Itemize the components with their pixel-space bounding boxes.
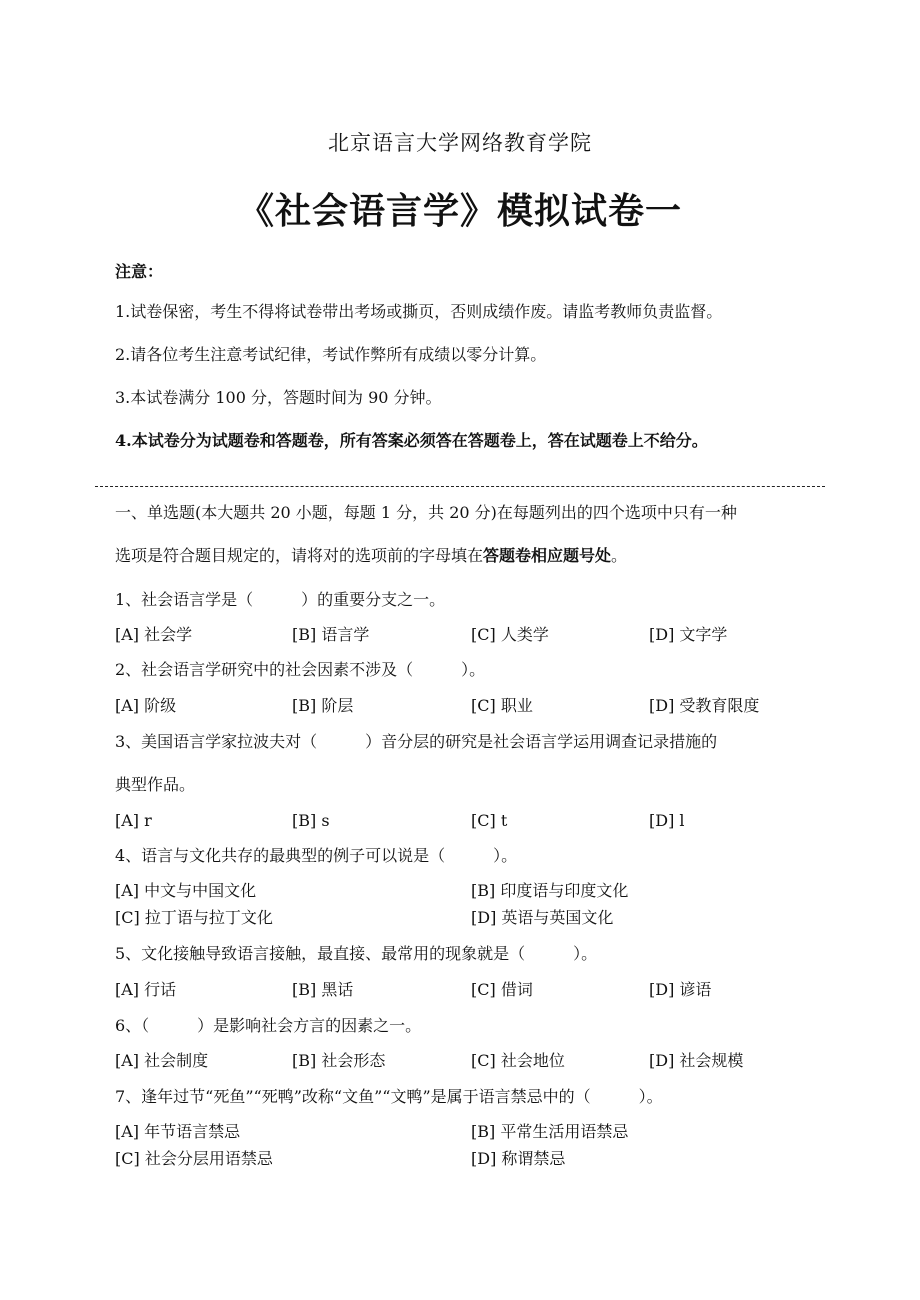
exam-title: 《社会语言学》模拟试卷一 xyxy=(237,191,682,232)
question-3-stem-cont: 典型作品。 xyxy=(115,775,196,794)
q4-option-d: [D] 英语与英国文化 xyxy=(471,908,614,927)
question-5-stem: 5、文化接触导致语言接触，最直接、最常用的现象就是（ ）。 xyxy=(115,944,598,963)
section-intro-line1: 一、单选题(本大题共 20 小题，每题 1 分，共 20 分)在每题列出的四个选项中只有一种 xyxy=(115,503,737,522)
q6-option-a: [A] 社会制度 xyxy=(115,1051,209,1070)
institution-name: 北京语言大学网络教育学院 xyxy=(328,131,592,155)
q5-option-c: [C] 借词 xyxy=(471,980,533,999)
notice-item-2: 2.请各位考生注意考试纪律，考试作弊所有成绩以零分计算。 xyxy=(115,345,547,364)
q5-option-d: [D] 谚语 xyxy=(649,980,712,999)
q5-option-b: [B] 黑话 xyxy=(292,980,354,999)
q4-option-c: [C] 拉丁语与拉丁文化 xyxy=(115,908,273,927)
question-2-stem: 2、社会语言学研究中的社会因素不涉及（ ）。 xyxy=(115,660,486,679)
q2-option-b: [B] 阶层 xyxy=(292,696,354,715)
intro-prefix: 选项是符合题目规定的，请将对的选项前的字母填在 xyxy=(115,546,484,565)
q2-option-a: [A] 阶级 xyxy=(115,696,177,715)
section-intro-line2 xyxy=(115,546,627,566)
q4-option-b: [B] 印度语与印度文化 xyxy=(471,881,629,900)
dashed-divider xyxy=(95,486,825,487)
q4-option-a: [A] 中文与中国文化 xyxy=(115,881,257,900)
q3-option-c: [C] t xyxy=(471,811,508,830)
question-1-stem: 1、社会语言学是（ ）的重要分支之一。 xyxy=(115,590,446,609)
question-3-stem: 3、美国语言学家拉波夫对（ ）音分层的研究是社会语言学运用调查记录措施的 xyxy=(115,732,718,751)
q2-option-c: [C] 职业 xyxy=(471,696,533,715)
intro-bold: 答题卷相应题号处 xyxy=(483,546,612,565)
notice-item-4: 4.本试卷分为试题卷和答题卷，所有答案必须答在答题卷上，答在试题卷上不给分。 xyxy=(115,431,708,450)
question-7-stem: 7、逢年过节“死鱼”“死鸭”改称“文鱼”“文鸭”是属于语言禁忌中的（ ）。 xyxy=(115,1087,663,1106)
q6-option-b: [B] 社会形态 xyxy=(292,1051,386,1070)
q7-option-b: [B] 平常生活用语禁忌 xyxy=(471,1122,629,1141)
q3-option-b: [B] s xyxy=(292,811,330,830)
question-6-stem: 6、（ ）是影响社会方言的因素之一。 xyxy=(115,1016,422,1035)
q7-option-d: [D] 称谓禁忌 xyxy=(471,1149,566,1168)
q1-option-a: [A] 社会学 xyxy=(115,625,193,644)
question-4-stem: 4、语言与文化共存的最典型的例子可以说是（ ）。 xyxy=(115,846,518,865)
q6-option-c: [C] 社会地位 xyxy=(471,1051,565,1070)
q1-option-b: [B] 语言学 xyxy=(292,625,370,644)
q7-option-a: [A] 年节语言禁忌 xyxy=(115,1122,241,1141)
q2-option-d: [D] 受教育限度 xyxy=(649,696,760,715)
q3-option-a: [A] r xyxy=(115,811,152,830)
notice-label: 注意： xyxy=(115,262,164,281)
q1-option-c: [C] 人类学 xyxy=(471,625,549,644)
q7-option-c: [C] 社会分层用语禁忌 xyxy=(115,1149,273,1168)
notice-item-1: 1.试卷保密，考生不得将试卷带出考场或撕页，否则成绩作废。请监考教师负责监督。 xyxy=(115,302,723,321)
q5-option-a: [A] 行话 xyxy=(115,980,177,999)
intro-suffix: 。 xyxy=(611,546,628,565)
q3-option-d: [D] l xyxy=(649,811,685,830)
q6-option-d: [D] 社会规模 xyxy=(649,1051,744,1070)
notice-item-3: 3.本试卷满分 100 分，答题时间为 90 分钟。 xyxy=(115,388,442,407)
q1-option-d: [D] 文字学 xyxy=(649,625,728,644)
